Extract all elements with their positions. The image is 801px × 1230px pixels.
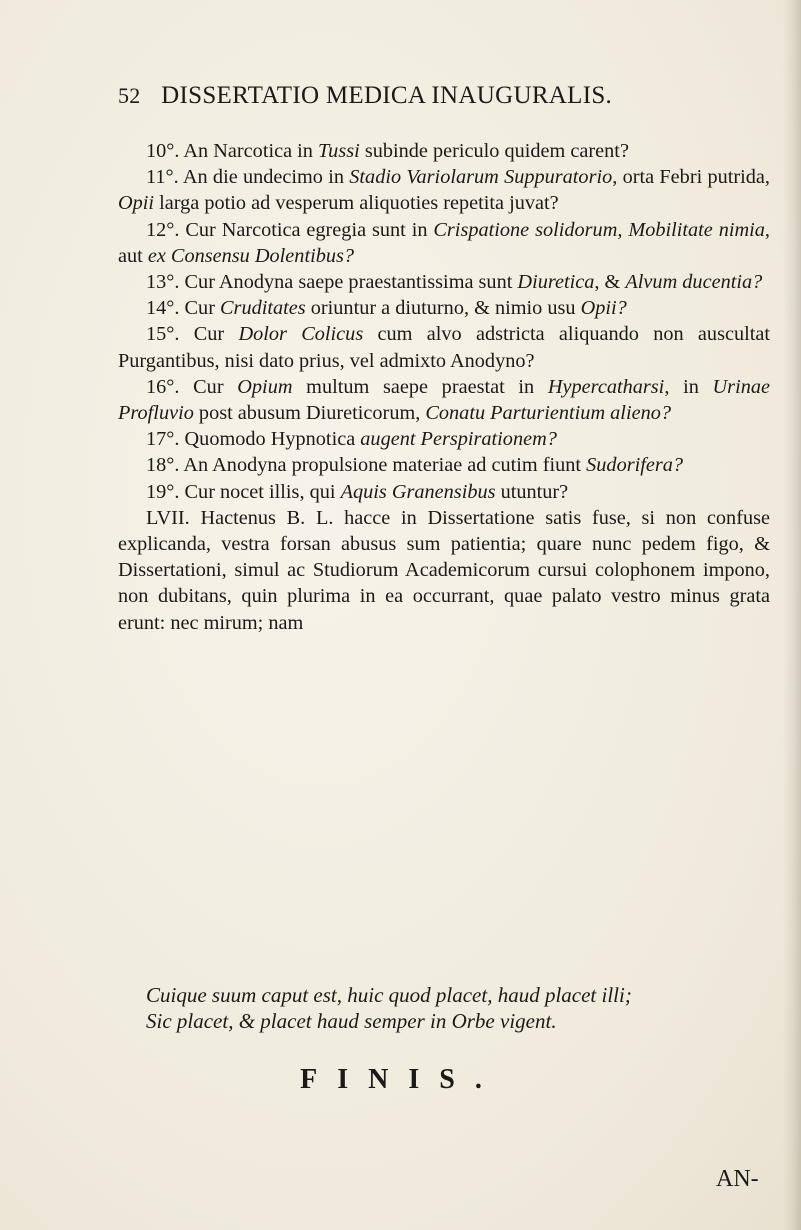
text-run: , in (664, 375, 713, 398)
body-text (118, 138, 770, 636)
italic-term: Diuretica (517, 271, 595, 294)
italic-term: ex Consensu Dolentibus? (147, 244, 355, 267)
text-run: subinde periculo quidem carent? (359, 140, 629, 162)
text-run: cum alvo adstricta aliquando non auscultat Purgantibus, nisi dato prius, vel admixto Anodyno? (118, 323, 771, 372)
text-run: 18°. An Anodyna propulsione materiae ad cutim fiunt (146, 454, 587, 477)
text-run: 12°. Cur Narcotica egregia sunt in (146, 218, 434, 241)
text-run: 16°. Cur (146, 375, 238, 398)
page-edge-shadow (783, 0, 801, 1230)
verse-line: Cuique suum caput est, huic quod placet, haud placet illi; (146, 983, 632, 1007)
italic-term: Alvum ducentia? (625, 271, 763, 294)
numbered-question (118, 321, 770, 373)
italic-term: Sudorifera? (586, 454, 684, 477)
italic-term: Tussi (318, 140, 360, 162)
closing-paragraph (118, 505, 770, 636)
text-run: 10°. An Narcotica in (146, 140, 319, 162)
italic-term: Stadio Variolarum Suppuratorio (349, 166, 613, 189)
text-run: LVII. Hactenus B. L. hacce in Dissertatione satis fuse, si non confuse explicanda, vestra forsan abusus sum patientia; quare nunc pedem figo, & Dissertationi, simul ac Studiorum Academicorum cursui colophonem impono, non dubitans, quin plurima in ea occurrant, quae palato vestro minus grata erunt: nec mirum; nam (118, 506, 770, 634)
text-run: oriuntur a diuturno, & nimio usu (305, 297, 581, 320)
text-run: , & (594, 271, 626, 294)
italic-term: Aquis Granensibus (340, 480, 496, 503)
text-run: 13°. Cur Anodyna saepe praestantissima sunt (146, 271, 518, 294)
italic-term: Hypercatharsi (547, 375, 665, 398)
text-run: , orta Febri putrida, (612, 166, 770, 189)
catchword: AN- (716, 1166, 759, 1192)
text-run: larga potio ad vesperum aliquoties repetita juvat? (154, 192, 559, 215)
numbered-question (118, 138, 770, 164)
numbered-question (118, 426, 770, 452)
text-run: post abusum Diureticorum, (193, 402, 426, 425)
numbered-question (118, 295, 770, 321)
italic-term: Urinae Profluvio (118, 375, 770, 425)
italic-term: Cruditates (220, 297, 306, 320)
italic-term: Opii (118, 192, 155, 215)
italic-term: Dolor Colicus (238, 323, 364, 346)
verse-line: Sic placet, & placet haud semper in Orbe vigent. (146, 1009, 557, 1033)
text-run: utuntur? (495, 480, 569, 503)
italic-term: Conatu Parturientium alieno? (425, 402, 671, 425)
italic-term: Crispatione solidorum, Mobilitate nimia (433, 218, 765, 241)
text-run: , aut (118, 218, 770, 267)
text-run: 15°. Cur (146, 323, 239, 346)
running-title: DISSERTATIO MEDICA INAUGURALIS. (161, 82, 613, 109)
text-run: 14°. Cur (146, 297, 221, 320)
numbered-question (118, 164, 770, 216)
running-header (118, 82, 778, 110)
text-run: multum saepe praestat in (292, 375, 548, 398)
numbered-question (118, 374, 770, 426)
numbered-question (118, 269, 770, 295)
verse-couplet (146, 982, 766, 1034)
numbered-question (118, 479, 770, 505)
italic-term: augent Perspirationem? (360, 428, 557, 451)
text-run: 19°. Cur nocet illis, qui (146, 480, 341, 503)
page-number: 52 (118, 83, 141, 108)
italic-term: Opium (237, 375, 293, 398)
finis-mark: FINIS. (300, 1064, 502, 1095)
text-run: 17°. Quomodo Hypnotica (146, 428, 361, 451)
numbered-question (118, 452, 770, 478)
text-run: 11°. An die undecimo in (146, 166, 350, 189)
italic-term: Opii? (580, 297, 627, 320)
numbered-question (118, 217, 770, 269)
